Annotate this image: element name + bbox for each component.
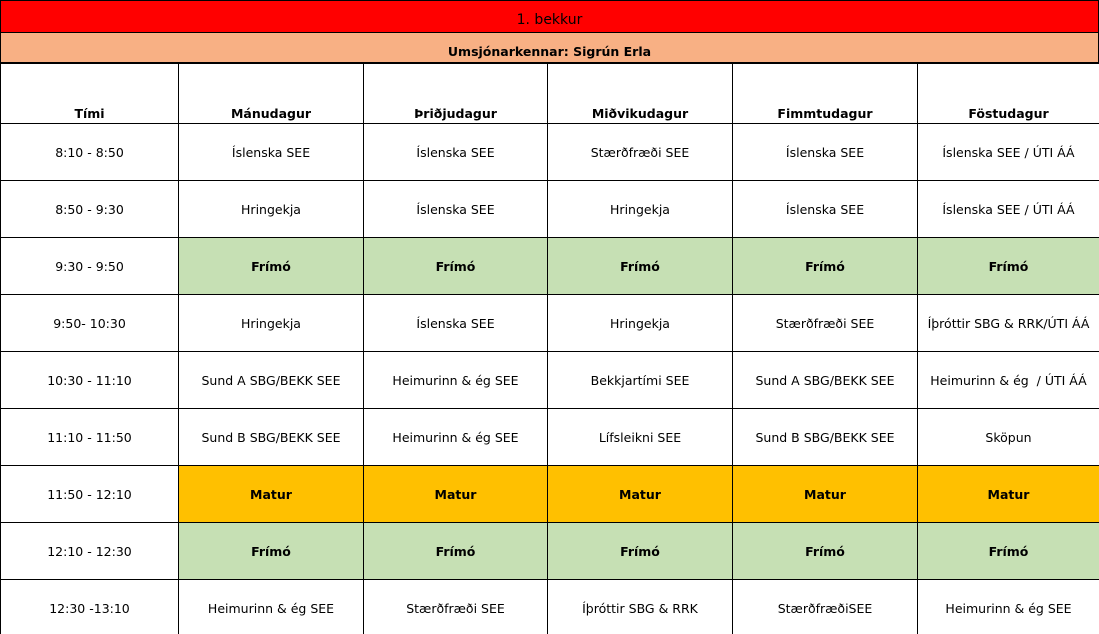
lesson-cell: Íslenska SEE	[364, 295, 548, 352]
table-row	[1, 181, 1099, 238]
weekly-schedule-table	[0, 63, 1099, 634]
time-slot: 8:50 - 9:30	[1, 181, 179, 238]
break-cell: Frímó	[733, 238, 918, 295]
class-title: 1. bekkur	[0, 0, 1099, 33]
time-slot: 11:50 - 12:10	[1, 466, 179, 523]
table-row	[1, 295, 1099, 352]
time-slot: 10:30 - 11:10	[1, 352, 179, 409]
day-header-monday: Mánudagur	[179, 64, 364, 124]
lesson-cell: Íslenska SEE	[364, 124, 548, 181]
lesson-cell: Hringekja	[179, 181, 364, 238]
lesson-cell: Sund A SBG/BEKK SEE	[733, 352, 918, 409]
table-row	[1, 466, 1099, 523]
day-header-thursday: Fimmtudagur	[733, 64, 918, 124]
homeroom-teacher: Umsjónarkennar: Sigrún Erla	[0, 33, 1099, 63]
break-cell: Frímó	[918, 238, 1099, 295]
lesson-cell: Heimurinn & ég SEE	[364, 352, 548, 409]
day-header-wednesday: Miðvikudagur	[548, 64, 733, 124]
time-column-header: Tími	[1, 64, 179, 124]
lunch-cell: Matur	[548, 466, 733, 523]
lesson-cell: Íslenska SEE	[364, 181, 548, 238]
table-row	[1, 238, 1099, 295]
lesson-cell: Hringekja	[179, 295, 364, 352]
time-slot: 9:50- 10:30	[1, 295, 179, 352]
lesson-cell: Hringekja	[548, 181, 733, 238]
break-cell: Frímó	[364, 238, 548, 295]
break-cell: Frímó	[548, 238, 733, 295]
break-cell: Frímó	[364, 523, 548, 580]
day-header-friday: Föstudagur	[918, 64, 1099, 124]
table-row	[1, 124, 1099, 181]
time-slot: 11:10 - 11:50	[1, 409, 179, 466]
lesson-cell: Íslenska SEE	[179, 124, 364, 181]
lesson-cell: Íslenska SEE	[733, 124, 918, 181]
break-cell: Frímó	[179, 238, 364, 295]
lesson-cell: Stærðfræði SEE	[733, 295, 918, 352]
break-cell: Frímó	[548, 523, 733, 580]
table-row	[1, 580, 1099, 634]
lesson-cell: Stærðfræði SEE	[364, 580, 548, 634]
lesson-cell: StærðfræðiSEE	[733, 580, 918, 634]
lesson-cell: Stærðfræði SEE	[548, 124, 733, 181]
table-row	[1, 352, 1099, 409]
lunch-cell: Matur	[918, 466, 1099, 523]
lesson-cell: Sund B SBG/BEKK SEE	[733, 409, 918, 466]
lesson-cell: Íslenska SEE	[733, 181, 918, 238]
lesson-cell: Íslenska SEE / ÚTI ÁÁ	[918, 181, 1099, 238]
lesson-cell: Íþróttir SBG & RRK	[548, 580, 733, 634]
lesson-cell: Hringekja	[548, 295, 733, 352]
lesson-cell: Heimurinn & ég SEE	[179, 580, 364, 634]
lesson-cell: Heimurinn & ég SEE	[918, 580, 1099, 634]
break-cell: Frímó	[733, 523, 918, 580]
lunch-cell: Matur	[364, 466, 548, 523]
lesson-cell: Íslenska SEE / ÚTI ÁÁ	[918, 124, 1099, 181]
table-row	[1, 523, 1099, 580]
table-row	[1, 409, 1099, 466]
header-row	[1, 64, 1099, 124]
day-header-tuesday: Þriðjudagur	[364, 64, 548, 124]
lesson-cell: Íþróttir SBG & RRK/ÚTI ÁÁ	[918, 295, 1099, 352]
lunch-cell: Matur	[179, 466, 364, 523]
time-slot: 9:30 - 9:50	[1, 238, 179, 295]
time-slot: 8:10 - 8:50	[1, 124, 179, 181]
time-slot: 12:10 - 12:30	[1, 523, 179, 580]
break-cell: Frímó	[179, 523, 364, 580]
lunch-cell: Matur	[733, 466, 918, 523]
lesson-cell: Sund B SBG/BEKK SEE	[179, 409, 364, 466]
lesson-cell: Heimurinn & ég SEE	[364, 409, 548, 466]
lesson-cell: Bekkjartími SEE	[548, 352, 733, 409]
lesson-cell: Lífsleikni SEE	[548, 409, 733, 466]
time-slot: 12:30 -13:10	[1, 580, 179, 634]
break-cell: Frímó	[918, 523, 1099, 580]
lesson-cell: Heimurinn & ég / ÚTI ÁÁ	[918, 352, 1099, 409]
lesson-cell: Sköpun	[918, 409, 1099, 466]
lesson-cell: Sund A SBG/BEKK SEE	[179, 352, 364, 409]
